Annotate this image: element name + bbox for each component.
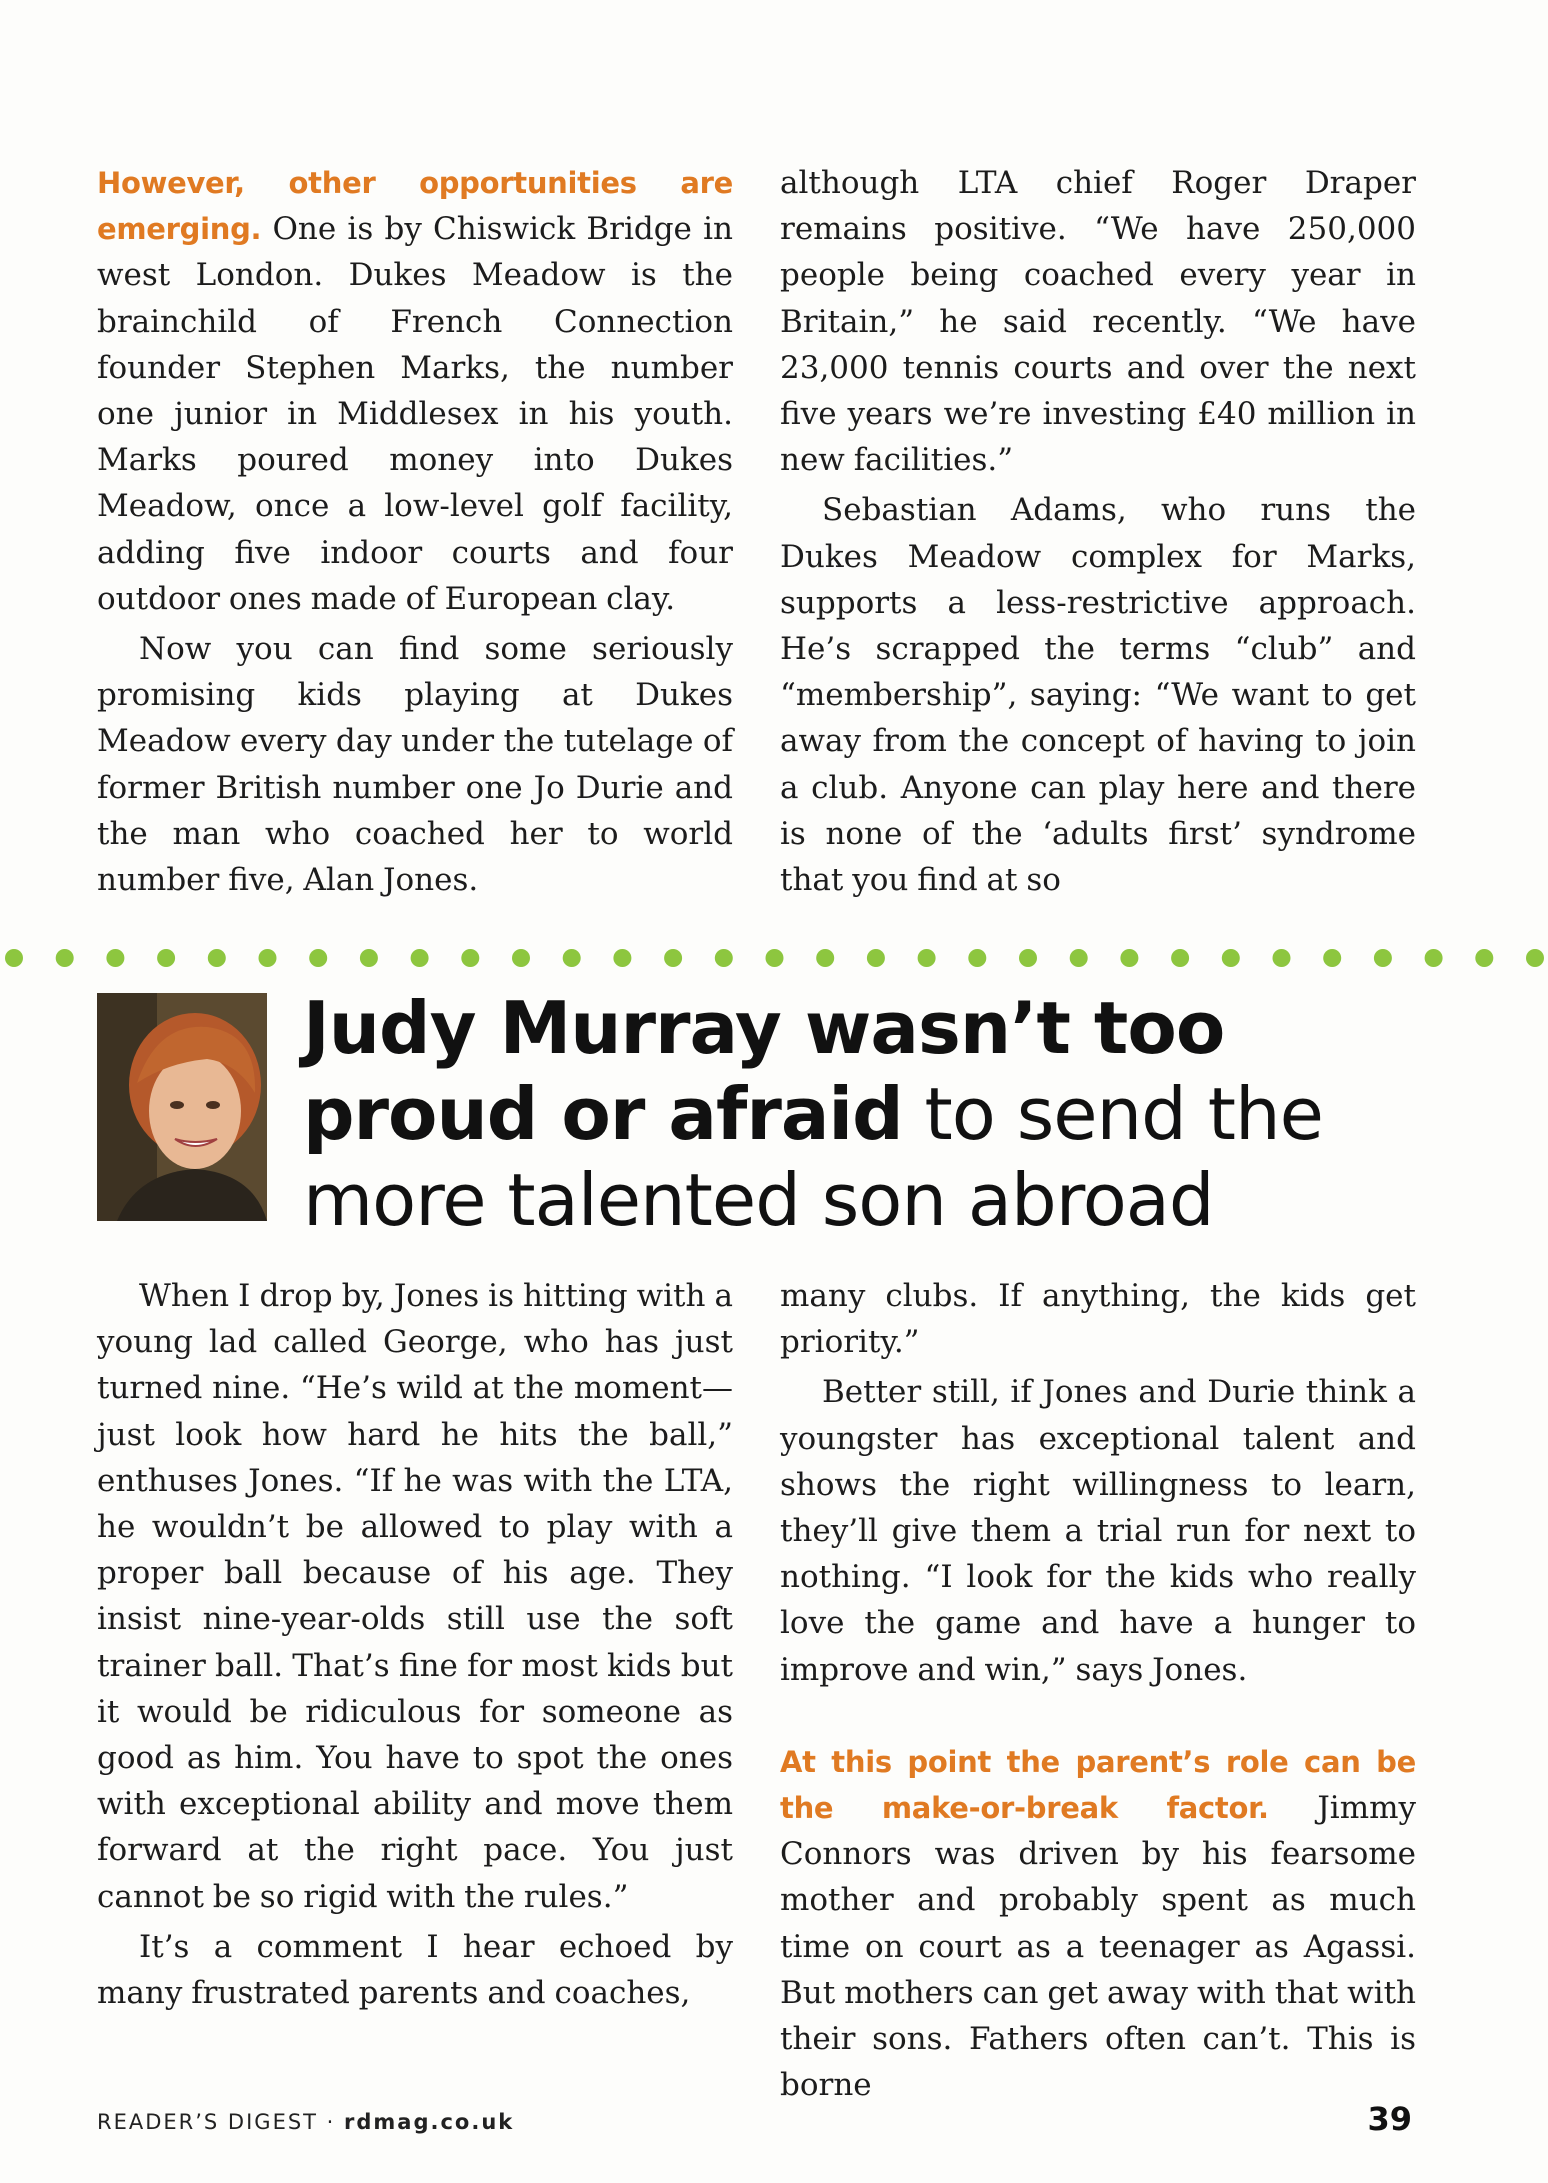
divider-dot <box>715 949 733 967</box>
paragraph-text: One is by Chiswick Bridge in west London. Dukes Meadow is the brainchild of French Connection founder Stephen Marks, the number one junior in Middlesex in his youth. Marks poured money into Dukes Meadow, once a low-level golf facility, adding five indoor courts and four outdoor ones made of European clay. <box>97 211 733 617</box>
divider-dot <box>1070 949 1088 967</box>
divider-dot <box>360 949 378 967</box>
paragraph: Sebastian Adams, who runs the Dukes Meadow complex for Marks, supports a less-restrictive approach. He’s scrapped the terms “club” and “membership”, saying: “We want to get away from the concept of having to join a club. Anyone can play here and there is none of the ‘adults first’ syndrome that you find at so <box>780 492 1416 899</box>
article-column-top-right <box>780 160 1416 903</box>
divider-dot <box>461 949 479 967</box>
divider-dot <box>1323 949 1341 967</box>
paragraph: When I drop by, Jones is hitting with a young lad called George, who has just turned nine. “He’s wild at the moment—just look how hard he hits the ball,” enthuses Jones. “If he was with the LTA, he wouldn’t be allowed to play with a proper ball because of his age. They insist nine-year-olds still use the soft trainer ball. That’s fine for most kids but it would be ridiculous for someone as good as him. You have to spot the ones with exceptional ability and move them forward at the right pace. You just cannot be so rigid with the rules.” <box>97 1278 733 1915</box>
divider-dot <box>309 949 327 967</box>
divider-dot <box>411 949 429 967</box>
divider-dot <box>106 949 124 967</box>
divider-dot <box>1222 949 1240 967</box>
divider-dot <box>613 949 631 967</box>
dotted-divider <box>0 942 1548 974</box>
divider-dot <box>1425 949 1443 967</box>
paragraph: It’s a comment I hear echoed by many frustrated parents and coaches, <box>97 1928 733 2012</box>
divider-dot <box>918 949 936 967</box>
divider-dot <box>766 949 784 967</box>
article-column-bottom-right <box>780 1273 1416 2108</box>
lead-in-heading: However, other opportunities are emerging. <box>97 166 733 247</box>
divider-dot <box>1120 949 1138 967</box>
divider-dot <box>1171 949 1189 967</box>
footer-separator: · <box>318 2110 345 2134</box>
divider-dot <box>816 949 834 967</box>
paragraph: many clubs. If anything, the kids get priority.” <box>780 1278 1416 1361</box>
divider-dot <box>56 949 74 967</box>
portrait-photo <box>97 993 267 1221</box>
pull-quote <box>97 985 1457 1245</box>
divider-dot <box>1374 949 1392 967</box>
paragraph <box>780 1739 1416 2109</box>
pull-quote-bold: Judy Murray wasn’t too proud or afraid <box>303 986 1225 1156</box>
publication-name: READER’S DIGEST <box>97 2110 318 2134</box>
divider-dot <box>208 949 226 967</box>
page-number: 39 <box>1367 2100 1412 2138</box>
divider-dot <box>157 949 175 967</box>
divider-dot <box>664 949 682 967</box>
divider-dot <box>563 949 581 967</box>
divider-dot <box>1273 949 1291 967</box>
paragraph-text: Jimmy Connors was driven by his fearsome mother and probably spent as much time on court as a teenager as Agassi. But mothers can get away with that with their sons. Fathers often can’t. This is borne <box>780 1790 1416 2104</box>
pull-quote-regular: to send the more talented son abroad <box>303 1072 1323 1242</box>
divider-dot <box>1475 949 1493 967</box>
paragraph: although LTA chief Roger Draper remains positive. “We have 250,000 people being coached every year in Britain,” he said recently. “We have 23,000 tennis courts and over the next five years we’re investing £40 million in new facilities.” <box>780 165 1416 479</box>
divider-dot <box>259 949 277 967</box>
website-url: rdmag.co.uk <box>344 2110 515 2134</box>
divider-dot <box>1019 949 1037 967</box>
divider-dot <box>1526 949 1544 967</box>
divider-dot <box>5 949 23 967</box>
paragraph: Now you can find some seriously promising kids playing at Dukes Meadow every day under the tutelage of former British number one Jo Durie and the man who coached her to world number five, Alan Jones. <box>97 631 733 899</box>
lead-in-heading: At this point the parent’s role can be the make-or-break factor. <box>780 1744 1416 1826</box>
paragraph: Better still, if Jones and Durie think a youngster has exceptional talent and shows the right willingness to learn, they’ll give them a trial run for next to nothing. “I look for the kids who really love the game and have a hunger to improve and win,” says Jones. <box>780 1374 1416 1688</box>
footer-credit <box>97 2110 514 2134</box>
divider-dot <box>512 949 530 967</box>
divider-dot <box>867 949 885 967</box>
article-column-bottom-left <box>97 1273 733 2016</box>
divider-dot <box>968 949 986 967</box>
article-column-top-left <box>97 160 733 903</box>
pull-quote-text <box>303 985 1453 1243</box>
paragraph <box>97 160 733 622</box>
